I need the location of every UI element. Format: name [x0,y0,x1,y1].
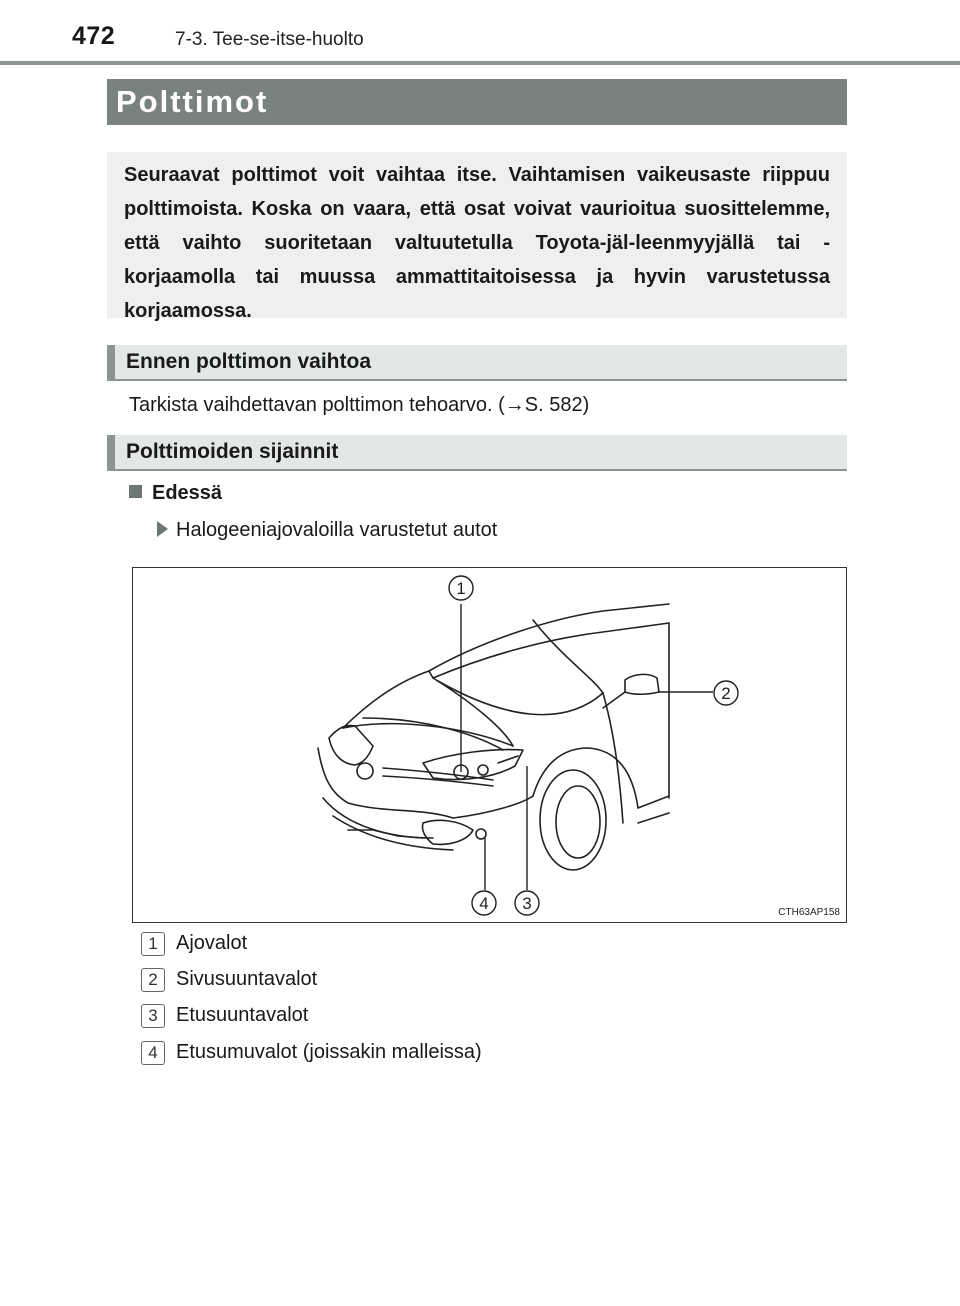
legend-number-4: 4 [141,1041,165,1065]
page-reference-link[interactable]: S. 582) [524,394,590,416]
square-bullet-icon [129,485,142,498]
header-rule [0,61,960,65]
image-code: CTH63AP158 [778,907,840,918]
subsection-front: Edessä [152,482,223,504]
heading-before-replacement: Ennen polttimon vaihtoa [107,345,847,381]
car-front-diagram [132,567,847,923]
callout-3: 3 [522,894,532,913]
section-path: 7-3. Tee-se-itse-huolto [175,29,364,50]
intro-paragraph: Seuraavat polttimot voit vaihtaa itse. Vaihtamisen vaikeusaste riippuu polttimoista. Koska on vaara, että osat voivat vaurioitua suosittelemme, että vaihto suoritetaan valtuutetulla Toyota-jäl-leenmyyjällä tai -korjaamolla tai muussa ammattitaitoisessa ja hyvin varustetussa korjaamossa. [107,152,847,318]
legend-label-4: Etusumuvalot (joissakin malleissa) [176,1041,482,1063]
car-illustration [133,568,846,922]
legend-number-3: 3 [141,1004,165,1028]
legend-label-2: Sivusuuntavalot [176,968,318,990]
callout-4: 4 [479,894,489,913]
wattage-check-text [129,393,589,417]
callout-2: 2 [721,684,731,703]
page-number: 472 [72,22,116,50]
legend-number-2: 2 [141,968,165,992]
wattage-check-text-start: Tarkista vaihdettavan polttimon tehoarvo. ( [129,394,505,416]
legend-number-1: 1 [141,932,165,956]
callout-1: 1 [456,579,466,598]
legend-label-3: Etusuuntavalot [176,1004,309,1026]
variant-halogen: Halogeeniajovaloilla varustetut autot [176,519,498,541]
triangle-arrow-icon [157,521,168,537]
legend-label-1: Ajovalot [176,932,248,954]
page-title: Polttimot [107,79,847,125]
heading-bulb-locations: Polttimoiden sijainnit [107,435,847,471]
ref-arrow-icon: → [504,394,525,416]
